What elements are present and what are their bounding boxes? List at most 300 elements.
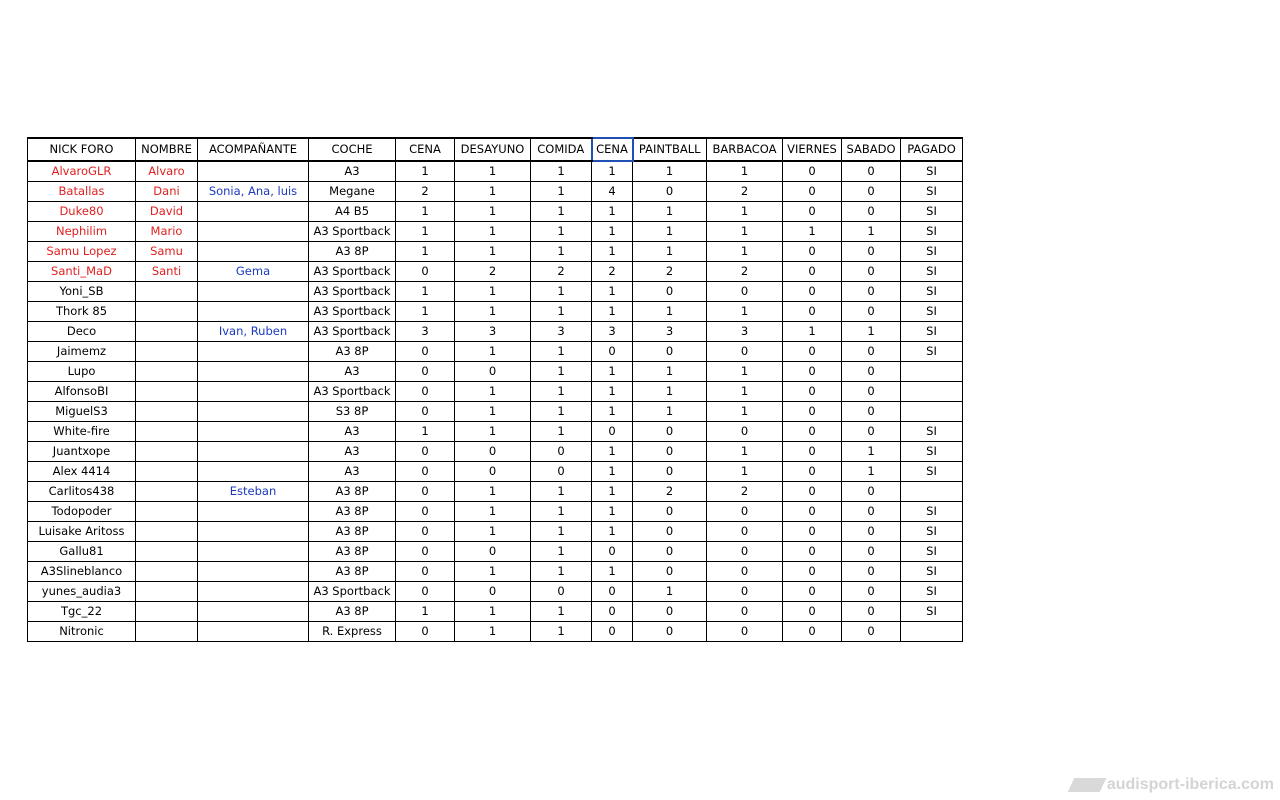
cell-acompanante[interactable]: Gema (198, 262, 309, 282)
cell-value[interactable]: 1 (396, 422, 455, 442)
cell-value[interactable]: 0 (842, 161, 901, 182)
cell-pagado[interactable]: SI (901, 442, 963, 462)
cell-value[interactable]: 1 (633, 161, 707, 182)
cell-value[interactable]: 0 (783, 161, 842, 182)
cell-value[interactable]: 2 (396, 182, 455, 202)
cell-value[interactable]: 1 (592, 522, 633, 542)
cell-acompanante[interactable] (198, 342, 309, 362)
cell-value[interactable]: 0 (455, 362, 531, 382)
cell-value[interactable]: 3 (455, 322, 531, 342)
cell-nick[interactable]: White-fire (28, 422, 136, 442)
cell-nick[interactable]: Juantxope (28, 442, 136, 462)
cell-value[interactable]: 0 (633, 282, 707, 302)
cell-nombre[interactable] (136, 602, 198, 622)
cell-coche[interactable]: R. Express (309, 622, 396, 642)
cell-value[interactable]: 0 (842, 182, 901, 202)
cell-value[interactable]: 1 (396, 282, 455, 302)
cell-value[interactable]: 0 (396, 482, 455, 502)
cell-value[interactable]: 1 (531, 622, 592, 642)
cell-acompanante[interactable] (198, 222, 309, 242)
cell-value[interactable]: 0 (783, 522, 842, 542)
cell-coche[interactable]: A3 8P (309, 502, 396, 522)
cell-nick[interactable]: Tgc_22 (28, 602, 136, 622)
cell-value[interactable]: 1 (531, 302, 592, 322)
cell-value[interactable]: 1 (531, 402, 592, 422)
cell-coche[interactable]: Megane (309, 182, 396, 202)
cell-value[interactable]: 0 (531, 462, 592, 482)
cell-value[interactable]: 0 (396, 502, 455, 522)
cell-nombre[interactable]: Mario (136, 222, 198, 242)
cell-value[interactable]: 1 (531, 242, 592, 262)
cell-nombre[interactable]: Alvaro (136, 161, 198, 182)
cell-value[interactable]: 1 (531, 342, 592, 362)
cell-value[interactable]: 1 (842, 442, 901, 462)
cell-pagado[interactable] (901, 482, 963, 502)
cell-coche[interactable]: A3 8P (309, 562, 396, 582)
cell-value[interactable]: 0 (842, 562, 901, 582)
cell-nick[interactable]: Thork 85 (28, 302, 136, 322)
cell-value[interactable]: 1 (592, 442, 633, 462)
cell-value[interactable]: 1 (592, 402, 633, 422)
cell-value[interactable]: 1 (455, 342, 531, 362)
cell-value[interactable]: 1 (707, 242, 783, 262)
cell-acompanante[interactable] (198, 302, 309, 322)
cell-value[interactable]: 1 (531, 161, 592, 182)
cell-value[interactable]: 0 (707, 582, 783, 602)
column-header[interactable]: PAGADO (901, 138, 963, 161)
cell-value[interactable]: 0 (783, 422, 842, 442)
cell-value[interactable]: 0 (455, 582, 531, 602)
cell-nick[interactable]: Todopoder (28, 502, 136, 522)
cell-value[interactable]: 0 (842, 382, 901, 402)
cell-value[interactable]: 1 (633, 222, 707, 242)
cell-coche[interactable]: A3 8P (309, 602, 396, 622)
cell-value[interactable]: 0 (396, 522, 455, 542)
cell-acompanante[interactable] (198, 442, 309, 462)
cell-value[interactable]: 0 (783, 282, 842, 302)
cell-pagado[interactable]: SI (901, 202, 963, 222)
cell-nick[interactable]: Batallas (28, 182, 136, 202)
column-header[interactable]: CENA (396, 138, 455, 161)
cell-nombre[interactable] (136, 282, 198, 302)
cell-value[interactable]: 2 (633, 262, 707, 282)
cell-value[interactable]: 2 (531, 262, 592, 282)
cell-value[interactable]: 1 (396, 202, 455, 222)
cell-value[interactable]: 0 (783, 362, 842, 382)
cell-value[interactable]: 0 (783, 202, 842, 222)
cell-value[interactable]: 2 (633, 482, 707, 502)
cell-pagado[interactable]: SI (901, 242, 963, 262)
cell-value[interactable]: 1 (455, 422, 531, 442)
cell-value[interactable]: 0 (396, 582, 455, 602)
cell-pagado[interactable] (901, 622, 963, 642)
cell-value[interactable]: 1 (707, 302, 783, 322)
cell-value[interactable]: 1 (633, 402, 707, 422)
cell-value[interactable]: 0 (783, 302, 842, 322)
cell-value[interactable]: 1 (396, 222, 455, 242)
cell-nick[interactable]: Nephilim (28, 222, 136, 242)
cell-value[interactable]: 0 (707, 602, 783, 622)
cell-value[interactable]: 0 (633, 502, 707, 522)
cell-value[interactable]: 1 (707, 382, 783, 402)
cell-value[interactable]: 1 (707, 202, 783, 222)
cell-value[interactable]: 1 (531, 362, 592, 382)
cell-value[interactable]: 0 (396, 462, 455, 482)
cell-value[interactable]: 1 (707, 222, 783, 242)
cell-value[interactable]: 0 (783, 502, 842, 522)
cell-value[interactable]: 1 (842, 222, 901, 242)
cell-value[interactable]: 1 (592, 242, 633, 262)
cell-value[interactable]: 1 (707, 442, 783, 462)
cell-value[interactable]: 0 (783, 462, 842, 482)
cell-acompanante[interactable]: Esteban (198, 482, 309, 502)
cell-value[interactable]: 0 (592, 602, 633, 622)
column-header[interactable]: COMIDA (531, 138, 592, 161)
cell-nombre[interactable] (136, 502, 198, 522)
cell-nick[interactable]: Deco (28, 322, 136, 342)
cell-nombre[interactable] (136, 322, 198, 342)
cell-acompanante[interactable] (198, 462, 309, 482)
cell-coche[interactable]: A3 8P (309, 542, 396, 562)
cell-nick[interactable]: Luisake Aritoss (28, 522, 136, 542)
cell-nombre[interactable] (136, 482, 198, 502)
cell-pagado[interactable]: SI (901, 282, 963, 302)
cell-value[interactable]: 0 (842, 342, 901, 362)
cell-value[interactable]: 1 (531, 542, 592, 562)
cell-pagado[interactable]: SI (901, 342, 963, 362)
cell-value[interactable]: 0 (842, 482, 901, 502)
cell-value[interactable]: 0 (783, 182, 842, 202)
cell-value[interactable]: 0 (633, 342, 707, 362)
cell-nombre[interactable]: Samu (136, 242, 198, 262)
cell-nombre[interactable]: Dani (136, 182, 198, 202)
cell-pagado[interactable]: SI (901, 302, 963, 322)
cell-value[interactable]: 0 (592, 582, 633, 602)
cell-value[interactable]: 1 (531, 422, 592, 442)
cell-nick[interactable]: Duke80 (28, 202, 136, 222)
cell-coche[interactable]: A3 8P (309, 522, 396, 542)
cell-nick[interactable]: AlfonsoBI (28, 382, 136, 402)
cell-value[interactable]: 2 (707, 262, 783, 282)
cell-nombre[interactable]: Santi (136, 262, 198, 282)
cell-value[interactable]: 1 (396, 602, 455, 622)
cell-value[interactable]: 1 (531, 282, 592, 302)
cell-value[interactable]: 1 (783, 322, 842, 342)
cell-nombre[interactable] (136, 442, 198, 462)
cell-value[interactable]: 0 (842, 302, 901, 322)
cell-value[interactable]: 1 (592, 161, 633, 182)
cell-value[interactable]: 4 (592, 182, 633, 202)
column-header[interactable]: COCHE (309, 138, 396, 161)
cell-nick[interactable]: Yoni_SB (28, 282, 136, 302)
cell-value[interactable]: 0 (633, 562, 707, 582)
cell-value[interactable]: 0 (783, 242, 842, 262)
cell-nick[interactable]: A3Slineblanco (28, 562, 136, 582)
cell-coche[interactable]: A3 8P (309, 482, 396, 502)
cell-value[interactable]: 1 (592, 302, 633, 322)
cell-value[interactable]: 1 (592, 282, 633, 302)
cell-nombre[interactable] (136, 342, 198, 362)
cell-value[interactable]: 1 (455, 202, 531, 222)
cell-pagado[interactable]: SI (901, 182, 963, 202)
cell-coche[interactable]: A3 Sportback (309, 322, 396, 342)
cell-value[interactable]: 1 (592, 362, 633, 382)
cell-value[interactable]: 0 (707, 622, 783, 642)
cell-pagado[interactable] (901, 382, 963, 402)
cell-value[interactable]: 0 (633, 542, 707, 562)
cell-value[interactable]: 0 (396, 622, 455, 642)
cell-value[interactable]: 0 (707, 342, 783, 362)
cell-value[interactable]: 1 (531, 482, 592, 502)
cell-value[interactable]: 0 (842, 362, 901, 382)
cell-nick[interactable]: Jaimemz (28, 342, 136, 362)
cell-value[interactable]: 0 (842, 502, 901, 522)
cell-coche[interactable]: A3 (309, 442, 396, 462)
column-header[interactable]: DESAYUNO (455, 138, 531, 161)
cell-acompanante[interactable]: Sonia, Ana, luis (198, 182, 309, 202)
cell-value[interactable]: 1 (455, 382, 531, 402)
cell-coche[interactable]: A3 Sportback (309, 222, 396, 242)
cell-acompanante[interactable] (198, 562, 309, 582)
cell-value[interactable]: 3 (592, 322, 633, 342)
cell-value[interactable]: 0 (783, 582, 842, 602)
cell-value[interactable]: 0 (707, 542, 783, 562)
column-header[interactable]: VIERNES (783, 138, 842, 161)
cell-value[interactable]: 0 (707, 282, 783, 302)
cell-value[interactable]: 3 (396, 322, 455, 342)
cell-value[interactable]: 0 (396, 402, 455, 422)
cell-value[interactable]: 1 (633, 382, 707, 402)
column-header[interactable]: SABADO (842, 138, 901, 161)
cell-value[interactable]: 1 (592, 222, 633, 242)
cell-pagado[interactable]: SI (901, 322, 963, 342)
cell-value[interactable]: 2 (707, 182, 783, 202)
cell-value[interactable]: 0 (633, 422, 707, 442)
cell-value[interactable]: 1 (592, 382, 633, 402)
cell-value[interactable]: 1 (455, 402, 531, 422)
cell-value[interactable]: 1 (592, 202, 633, 222)
cell-value[interactable]: 0 (707, 502, 783, 522)
cell-value[interactable]: 0 (396, 362, 455, 382)
cell-value[interactable]: 0 (783, 402, 842, 422)
cell-pagado[interactable]: SI (901, 502, 963, 522)
cell-nombre[interactable] (136, 622, 198, 642)
cell-acompanante[interactable] (198, 242, 309, 262)
cell-value[interactable]: 1 (455, 562, 531, 582)
cell-value[interactable]: 0 (783, 562, 842, 582)
cell-pagado[interactable]: SI (901, 562, 963, 582)
cell-value[interactable]: 0 (633, 182, 707, 202)
cell-value[interactable]: 0 (531, 442, 592, 462)
cell-value[interactable]: 1 (455, 222, 531, 242)
cell-value[interactable]: 1 (531, 522, 592, 542)
cell-value[interactable]: 0 (783, 482, 842, 502)
cell-nick[interactable]: Gallu81 (28, 542, 136, 562)
cell-value[interactable]: 2 (455, 262, 531, 282)
cell-nombre[interactable] (136, 542, 198, 562)
cell-nombre[interactable] (136, 522, 198, 542)
cell-value[interactable]: 1 (633, 202, 707, 222)
cell-acompanante[interactable] (198, 542, 309, 562)
cell-value[interactable]: 0 (633, 622, 707, 642)
cell-coche[interactable]: A3 (309, 362, 396, 382)
cell-pagado[interactable] (901, 402, 963, 422)
column-header[interactable]: NOMBRE (136, 138, 198, 161)
cell-coche[interactable]: A3 Sportback (309, 282, 396, 302)
cell-pagado[interactable]: SI (901, 222, 963, 242)
cell-acompanante[interactable] (198, 602, 309, 622)
cell-value[interactable]: 1 (455, 502, 531, 522)
cell-acompanante[interactable] (198, 402, 309, 422)
cell-value[interactable]: 0 (396, 262, 455, 282)
cell-value[interactable]: 0 (842, 602, 901, 622)
cell-value[interactable]: 0 (707, 422, 783, 442)
cell-acompanante[interactable] (198, 582, 309, 602)
cell-value[interactable]: 0 (842, 622, 901, 642)
cell-acompanante[interactable] (198, 502, 309, 522)
cell-value[interactable]: 1 (455, 302, 531, 322)
cell-value[interactable]: 0 (783, 342, 842, 362)
cell-value[interactable]: 1 (531, 222, 592, 242)
cell-value[interactable]: 1 (842, 462, 901, 482)
cell-value[interactable]: 0 (396, 382, 455, 402)
cell-nombre[interactable] (136, 462, 198, 482)
cell-nick[interactable]: Lupo (28, 362, 136, 382)
cell-value[interactable]: 1 (396, 242, 455, 262)
cell-nombre[interactable] (136, 302, 198, 322)
cell-value[interactable]: 3 (633, 322, 707, 342)
cell-coche[interactable]: A3 (309, 161, 396, 182)
cell-value[interactable]: 0 (592, 622, 633, 642)
cell-value[interactable]: 1 (455, 282, 531, 302)
cell-coche[interactable]: S3 8P (309, 402, 396, 422)
cell-value[interactable]: 0 (842, 242, 901, 262)
cell-value[interactable]: 1 (531, 602, 592, 622)
cell-value[interactable]: 0 (455, 542, 531, 562)
column-header[interactable]: PAINTBALL (633, 138, 707, 161)
cell-acompanante[interactable] (198, 422, 309, 442)
cell-nombre[interactable] (136, 402, 198, 422)
cell-value[interactable]: 0 (633, 522, 707, 542)
cell-nombre[interactable]: David (136, 202, 198, 222)
cell-value[interactable]: 1 (396, 161, 455, 182)
column-header[interactable]: CENA (592, 138, 633, 161)
cell-value[interactable]: 1 (592, 502, 633, 522)
cell-value[interactable]: 0 (396, 562, 455, 582)
cell-nick[interactable]: Alex 4414 (28, 462, 136, 482)
cell-acompanante[interactable] (198, 202, 309, 222)
cell-value[interactable]: 1 (633, 242, 707, 262)
cell-acompanante[interactable] (198, 382, 309, 402)
cell-value[interactable]: 0 (707, 522, 783, 542)
cell-value[interactable]: 1 (707, 362, 783, 382)
cell-value[interactable]: 0 (783, 262, 842, 282)
cell-value[interactable]: 0 (842, 402, 901, 422)
cell-value[interactable]: 0 (531, 582, 592, 602)
cell-value[interactable]: 1 (707, 462, 783, 482)
cell-value[interactable]: 1 (531, 182, 592, 202)
cell-value[interactable]: 0 (842, 422, 901, 442)
cell-value[interactable]: 1 (455, 482, 531, 502)
cell-value[interactable]: 0 (707, 562, 783, 582)
cell-value[interactable]: 1 (707, 402, 783, 422)
cell-value[interactable]: 1 (633, 302, 707, 322)
cell-nick[interactable]: Carlitos438 (28, 482, 136, 502)
cell-value[interactable]: 1 (455, 602, 531, 622)
cell-pagado[interactable]: SI (901, 262, 963, 282)
cell-nombre[interactable] (136, 382, 198, 402)
cell-value[interactable]: 1 (531, 502, 592, 522)
cell-value[interactable]: 0 (842, 282, 901, 302)
cell-nick[interactable]: Nitronic (28, 622, 136, 642)
cell-value[interactable]: 0 (633, 602, 707, 622)
cell-coche[interactable]: A4 B5 (309, 202, 396, 222)
cell-acompanante[interactable] (198, 282, 309, 302)
cell-value[interactable]: 2 (592, 262, 633, 282)
cell-value[interactable]: 0 (396, 542, 455, 562)
cell-coche[interactable]: A3 8P (309, 342, 396, 362)
cell-pagado[interactable]: SI (901, 602, 963, 622)
cell-nick[interactable]: Samu Lopez (28, 242, 136, 262)
cell-value[interactable]: 0 (783, 542, 842, 562)
cell-nombre[interactable] (136, 562, 198, 582)
cell-value[interactable]: 1 (592, 562, 633, 582)
column-header[interactable]: BARBACOA (707, 138, 783, 161)
cell-nombre[interactable] (136, 362, 198, 382)
cell-value[interactable]: 1 (455, 522, 531, 542)
cell-value[interactable]: 0 (633, 442, 707, 462)
cell-coche[interactable]: A3 (309, 422, 396, 442)
cell-value[interactable]: 0 (592, 422, 633, 442)
cell-value[interactable]: 1 (531, 202, 592, 222)
cell-value[interactable]: 1 (633, 362, 707, 382)
cell-value[interactable]: 1 (455, 622, 531, 642)
cell-coche[interactable]: A3 Sportback (309, 582, 396, 602)
cell-value[interactable]: 3 (707, 322, 783, 342)
cell-value[interactable]: 0 (592, 542, 633, 562)
cell-nick[interactable]: AlvaroGLR (28, 161, 136, 182)
cell-value[interactable]: 0 (842, 582, 901, 602)
cell-value[interactable]: 0 (842, 202, 901, 222)
cell-acompanante[interactable] (198, 622, 309, 642)
cell-value[interactable]: 3 (531, 322, 592, 342)
cell-coche[interactable]: A3 Sportback (309, 262, 396, 282)
column-header[interactable]: ACOMPAÑANTE (198, 138, 309, 161)
cell-value[interactable]: 0 (842, 542, 901, 562)
cell-value[interactable]: 0 (783, 622, 842, 642)
cell-pagado[interactable]: SI (901, 462, 963, 482)
cell-value[interactable]: 1 (783, 222, 842, 242)
cell-value[interactable]: 1 (633, 582, 707, 602)
cell-value[interactable]: 0 (633, 462, 707, 482)
cell-value[interactable]: 0 (455, 442, 531, 462)
cell-value[interactable]: 0 (783, 442, 842, 462)
cell-value[interactable]: 1 (531, 382, 592, 402)
cell-value[interactable]: 0 (592, 342, 633, 362)
cell-value[interactable]: 1 (455, 161, 531, 182)
cell-value[interactable]: 1 (455, 182, 531, 202)
cell-nombre[interactable] (136, 582, 198, 602)
cell-pagado[interactable] (901, 362, 963, 382)
cell-value[interactable]: 0 (783, 602, 842, 622)
cell-value[interactable]: 2 (707, 482, 783, 502)
cell-acompanante[interactable] (198, 362, 309, 382)
cell-pagado[interactable]: SI (901, 522, 963, 542)
cell-value[interactable]: 1 (592, 482, 633, 502)
column-header[interactable]: NICK FORO (28, 138, 136, 161)
cell-nick[interactable]: MiguelS3 (28, 402, 136, 422)
cell-nombre[interactable] (136, 422, 198, 442)
